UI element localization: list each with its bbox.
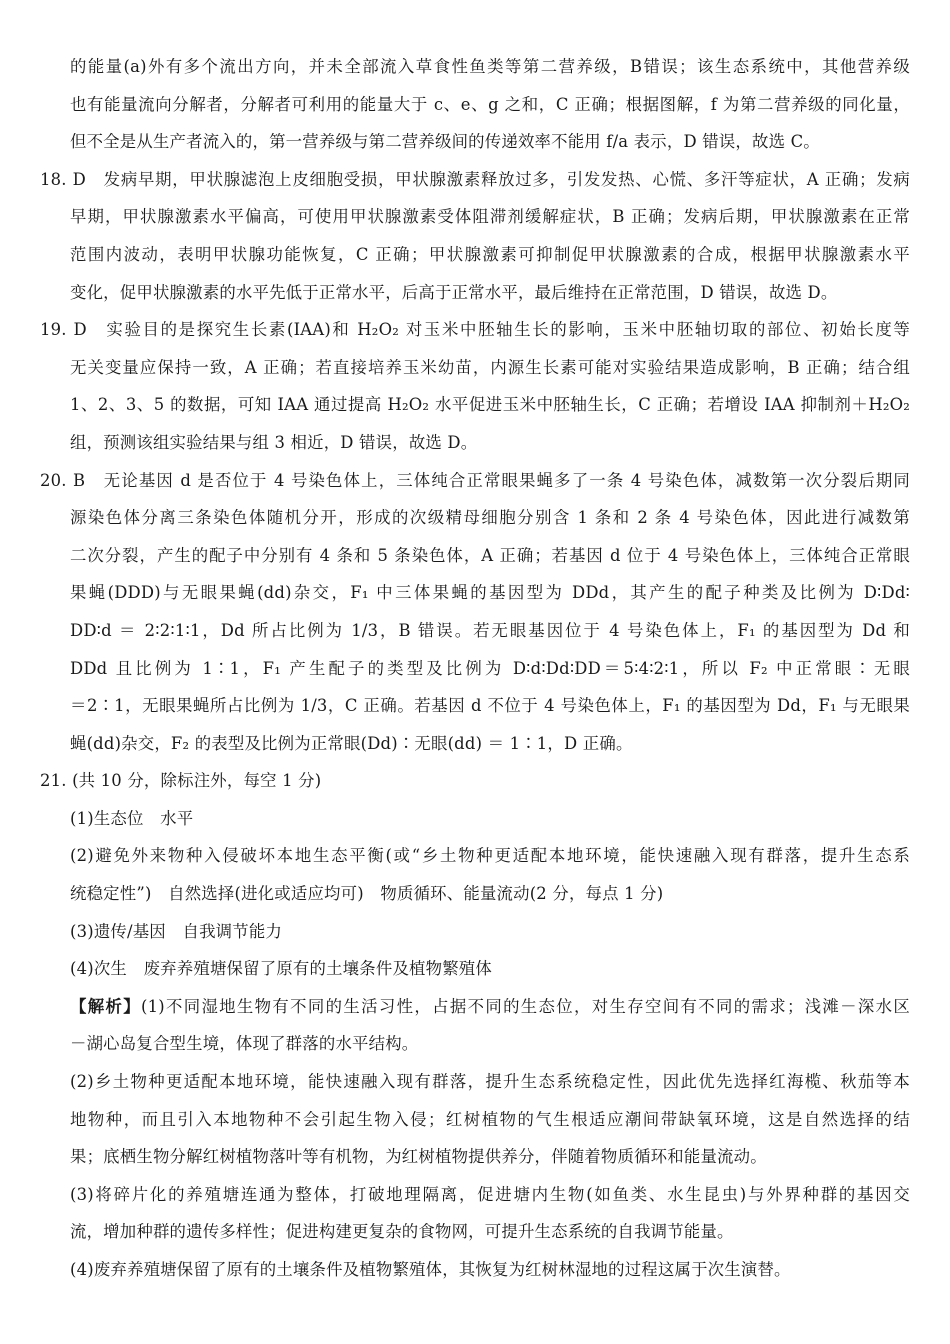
q20-line: ＝2∶1，无眼果蝇所占比例为 1/3，C 正确。若基因 d 不位于 4 号染色体上，F₁ 的基因型为 Dd，F₁ 与无眼果 [70, 696, 910, 716]
q21-answer-2: (2)避免外来物种入侵破坏本地生态平衡(或“乡土物种更适配本地环境，能快速融入现有群落，提升生态系 [70, 846, 910, 866]
q21-explanation-2: (2)乡土物种更适配本地环境，能快速融入现有群落，提升生态系统稳定性，因此优先选择红海榄、秋茄等本 [70, 1072, 910, 1092]
q20-line: 源染色体分离三条染色体随机分开，形成的次级精母细胞分别含 1 条和 2 条 4 号染色体，因此进行减数第 [70, 508, 910, 528]
q19-line: 1、2、3、5 的数据，可知 IAA 通过提高 H₂O₂ 水平促进玉米中胚轴生长，C 正确；若增设 IAA 抑制剂＋H₂O₂ [70, 395, 910, 415]
q21-explanation-3: 流，增加种群的遗传多样性；促进构建更复杂的食物网，可提升生态系统的自我调节能量。 [70, 1222, 734, 1242]
q21-header: 21. (共 10 分，除标注外，每空 1 分) [40, 771, 322, 791]
q18-line: 变化，促甲状腺激素的水平先低于正常水平，后高于正常水平，最后维持在正常范围，D 错误，故选 D。 [70, 282, 838, 302]
q20-line: 20. B 无论基因 d 是否位于 4 号染色体上，三体纯合正常眼果蝇多了一条 4 号染色体，减数第一次分裂后期同 [40, 470, 910, 490]
q21-explanation-4: (4)废弃养殖塘保留了原有的土壤条件及植物繁殖体，其恢复为红树林湿地的过程这属于次生演替。 [70, 1260, 791, 1279]
q20-line: DDd 且比例为 1∶1，F₁ 产生配子的类型及比例为 D∶d∶Dd∶DD＝5∶4∶2∶1，所以 F₂ 中正常眼∶无眼 [70, 658, 910, 678]
q17-line: 也有能量流向分解者，分解者可利用的能量大于 c、e、g 之和，C 正确；根据图解，f 为第二营养级的同化量， [70, 94, 910, 114]
q21-answer-1: (1)生态位 水平 [70, 808, 194, 828]
q18-line: 早期，甲状腺激素水平偏高，可使用甲状腺激素受体阻滞剂缓解症状，B 正确；发病后期，甲状腺激素在正常 [70, 207, 910, 227]
q21-explanation-1 [70, 988, 910, 1026]
q19-line: 组，预测该组实验结果与组 3 相近，D 错误，故选 D。 [70, 432, 478, 452]
q18-line: 18. D 发病早期，甲状腺滤泡上皮细胞受损，甲状腺激素释放过多，引发发热、心慌、多汗等症状，A 正确；发病 [40, 169, 910, 189]
q20-line: 二次分裂，产生的配子中分别有 4 条和 5 条染色体，A 正确；若基因 d 位于 4 号染色体上，三体纯合正常眼 [70, 545, 910, 565]
explanation-text: (1)不同湿地生物有不同的生活习性，占据不同的生态位，对生存空间有不同的需求；浅滩－深水区 [140, 996, 910, 1016]
q21-explanation-3: (3)将碎片化的养殖塘连通为整体，打破地理隔离，促进塘内生物(如鱼类、水生昆虫)与外界种群的基因交 [70, 1184, 910, 1204]
q17-line: 但不全是从生产者流入的，第一营养级与第二营养级间的传递效率不能用 f/a 表示，D 错误，故选 C。 [70, 132, 820, 152]
q19-line: 无关变量应保持一致，A 正确；若直接培养玉米幼苗，内源生长素可能对实验结果造成影响，B 正确；结合组 [70, 357, 910, 377]
q18-line: 范围内波动，表明甲状腺功能恢复，C 正确；甲状腺激素可抑制促甲状腺激素的合成，根据甲状腺激素水平 [70, 244, 910, 264]
q20-line: 果蝇(DDD)与无眼果蝇(dd)杂交，F₁ 中三体果蝇的基因型为 DDd，其产生的配子种类及比例为 D∶Dd∶ [70, 583, 910, 603]
q20-line: DD∶d ＝ 2∶2∶1∶1，Dd 所占比例为 1/3，B 错误。若无眼基因位于 4 号染色体上，F₁ 的基因型为 Dd 和 [70, 620, 910, 640]
q21-answer-2: 统稳定性”) 自然选择(进化或适应均可) 物质循环、能量流动(2 分，每点 1 分) [70, 884, 664, 904]
q17-line: 的能量(a)外有多个流出方向，并未全部流入草食性鱼类等第二营养级，B错误；该生态系统中，其他营养级 [70, 57, 910, 76]
q21-explanation-2: 果；底栖生物分解红树植物落叶等有机物，为红树植物提供养分，伴随着物质循环和能量流动。 [70, 1147, 767, 1167]
q21-answer-4: (4)次生 废弃养殖塘保留了原有的土壤条件及植物繁殖体 [70, 959, 492, 979]
q20-line: 蝇(dd)杂交，F₂ 的表型及比例为正常眼(Dd)∶无眼(dd) ＝ 1∶1，D 正确。 [70, 733, 633, 753]
q21-answer-3: (3)遗传/基因 自我调节能力 [70, 921, 283, 941]
analysis-label: 【解析】 [70, 996, 141, 1016]
q21-explanation-2: 地物种，而且引入本地物种不会引起生物入侵；红树植物的气生根适应潮间带缺氧环境，这是自然选择的结 [70, 1109, 910, 1129]
q21-explanation-1: －湖心岛复合型生境，体现了群落的水平结构。 [70, 1034, 419, 1054]
q19-line: 19. D 实验目的是探究生长素(IAA)和 H₂O₂ 对玉米中胚轴生长的影响，玉米中胚轴切取的部位、初始长度等 [40, 320, 910, 340]
